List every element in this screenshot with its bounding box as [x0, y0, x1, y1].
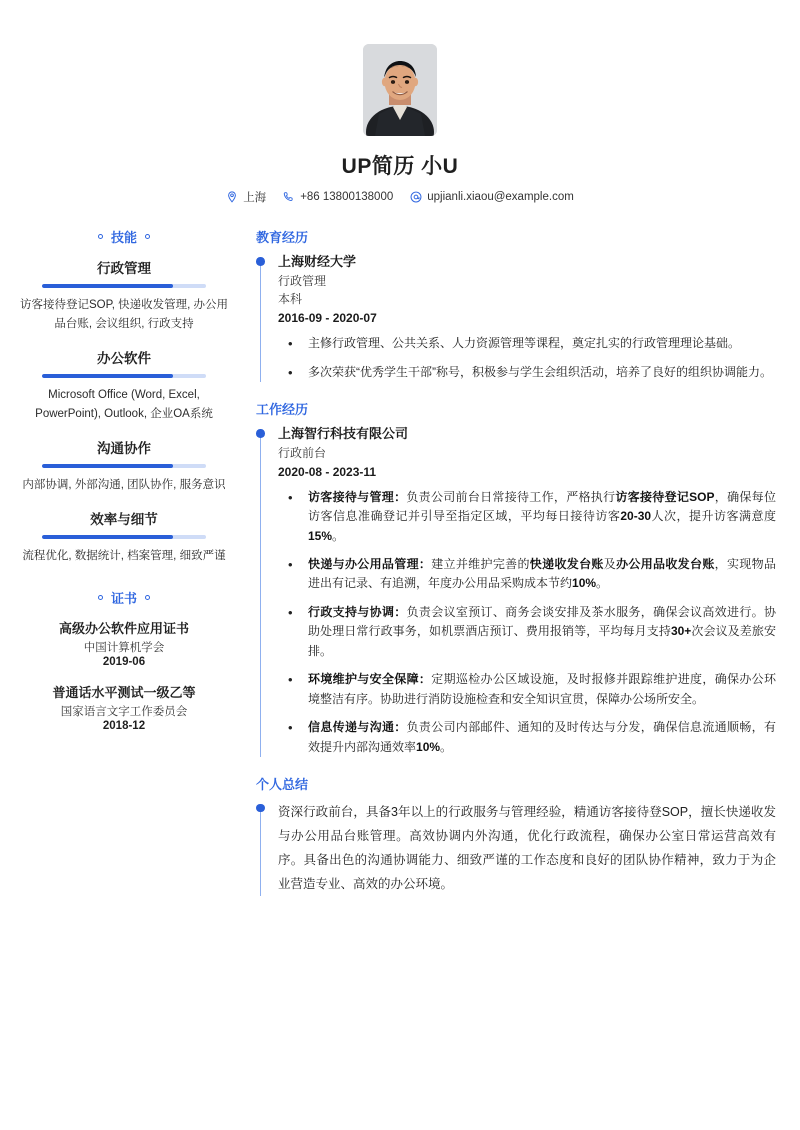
contact-phone-text: +86 13800138000: [300, 191, 394, 203]
certificate-item: [18, 618, 230, 668]
work-role: 行政前台: [278, 445, 327, 460]
section-title-work: 工作经历: [256, 402, 309, 418]
skill-progress-fill: [42, 535, 173, 539]
contact-location-text: 上海: [243, 192, 267, 204]
sidebar-skills-heading-label: 技能: [110, 230, 137, 245]
circle-marker-icon: [98, 234, 103, 239]
sidebar-certificates-heading-label: 证书: [110, 590, 137, 606]
list-item: • 多次荣获“优秀学生干部”称号，积极参与学生会组织活动，培养了良好的组织协调能力。: [278, 363, 776, 382]
sidebar-certificates-heading: [18, 588, 230, 607]
page-title: UP简历 小U: [341, 155, 459, 178]
skill-item: [18, 508, 230, 566]
education-date: 2016-09 - 2020-07: [278, 311, 377, 326]
skill-name: 效率与细节: [90, 511, 158, 527]
portrait-photo-icon: [363, 44, 437, 136]
skill-item: [18, 437, 230, 495]
sidebar: [0, 227, 248, 746]
resume-header: [0, 0, 800, 205]
list-item: • 快递与办公用品管理：建立并维护完善的快递收发台账及办公用品收发台账，实现物品进出有记录、有追溯，年度办公用品采购成本节约10%。: [278, 555, 776, 594]
certificate-org: 国家语言文字工作委员会: [60, 705, 188, 718]
skill-item: [18, 347, 230, 424]
list-item: • 环境维护与安全保障：定期巡检办公区域设施，及时报修并跟踪维护进度，确保办公环境整洁有序。协助进行消防设施检查和安全知识宣贯，保障办公场所安全。: [278, 670, 776, 709]
section-work: [256, 399, 776, 757]
certificate-name: 普通话水平测试一级乙等: [52, 684, 196, 700]
main-content: [248, 227, 800, 913]
work-date: 2020-08 - 2023-11: [278, 464, 377, 479]
section-title-summary: 个人总结: [256, 776, 309, 792]
contact-email: [410, 191, 574, 203]
circle-marker-icon: [145, 595, 150, 600]
work-bullet-list: [278, 488, 776, 757]
certificate-date: 2019-06: [102, 655, 146, 668]
skill-description: 访客接待登记SOP, 快递收发管理, 办公用品台账, 会议组织, 行政支持: [19, 299, 229, 330]
circle-marker-icon: [98, 595, 103, 600]
skill-progress-fill: [42, 464, 173, 468]
list-item: • 主修行政管理、公共关系、人力资源管理等课程，奠定扎实的行政管理理论基础。: [278, 334, 776, 353]
work-company: 上海智行科技有限公司: [278, 426, 409, 442]
avatar: [363, 44, 437, 136]
summary-entry: [256, 800, 776, 896]
contact-row: [0, 189, 800, 205]
contact-email-text: upjianli.xiaou@example.com: [427, 191, 574, 203]
list-item: • 行政支持与协调：负责会议室预订、商务会谈安排及茶水服务，确保会议高效进行。协助处理日常行政事务，如机票酒店预订、费用报销等，平均每月支持30+次会议及差旅安排。: [278, 603, 776, 661]
skill-progress-bar: [42, 464, 206, 468]
skill-name: 沟通协作: [97, 440, 151, 456]
certificate-date: 2018-12: [102, 719, 146, 732]
certificate-org: 中国计算机学会: [83, 641, 165, 654]
resume-body: [0, 227, 800, 913]
section-title-education: 教育经历: [256, 230, 309, 245]
skill-progress-fill: [42, 374, 173, 378]
summary-text: 资深行政前台，具备3年以上的行政服务与管理经验，精通访客接待登SOP，擅长快递收发与办公用品台账管理。高效协调内外沟通，优化行政流程，确保办公室日常运营高效有序。具备出色的沟通协调能力、细致严谨的工作态度和良好的团队协作精神，致力于为企业营造专业、高效的办公环境。: [278, 804, 776, 891]
skill-progress-bar: [42, 284, 206, 288]
skill-description: 流程优化, 数据统计, 档案管理, 细致严谨: [22, 549, 226, 562]
location-pin-icon: [226, 191, 238, 203]
education-school: 上海财经大学: [278, 254, 357, 269]
email-at-icon: [410, 191, 422, 203]
section-education: [256, 227, 776, 382]
phone-icon: [283, 191, 295, 203]
skill-description: Microsoft Office (Word, Excel, PowerPoint), Outlook, 企业OA系统: [35, 388, 213, 420]
certificate-item: [18, 682, 230, 732]
education-major: 行政管理: [278, 273, 327, 288]
sidebar-skills-heading: [18, 227, 230, 246]
education-degree: 本科: [278, 292, 303, 307]
contact-phone: [283, 191, 393, 203]
skill-progress-fill: [42, 284, 173, 288]
list-item: • 信息传递与沟通：负责公司内部邮件、通知的及时传达与分发，确保信息流通顺畅，有效提升内部沟通效率10%。: [278, 718, 776, 757]
certificate-name: 高级办公软件应用证书: [58, 620, 189, 636]
skill-description: 内部协调, 外部沟通, 团队协作, 服务意识: [22, 478, 226, 491]
education-entry: [256, 253, 776, 382]
education-bullet-list: [278, 334, 776, 382]
skill-item: [18, 257, 230, 334]
skill-name: 行政管理: [97, 261, 151, 276]
skill-name: 办公软件: [97, 350, 151, 366]
list-item: • 访客接待与管理：负责公司前台日常接待工作，严格执行访客接待登记SOP，确保每位访客信息准确登记并引导至指定区域，平均每日接待访客20-30人次，提升访客满意度15%。: [278, 488, 776, 546]
skill-progress-bar: [42, 374, 206, 378]
circle-marker-icon: [145, 234, 150, 239]
section-summary: [256, 774, 776, 896]
skill-progress-bar: [42, 535, 206, 539]
contact-location: [226, 189, 266, 205]
work-entry: [256, 425, 776, 757]
